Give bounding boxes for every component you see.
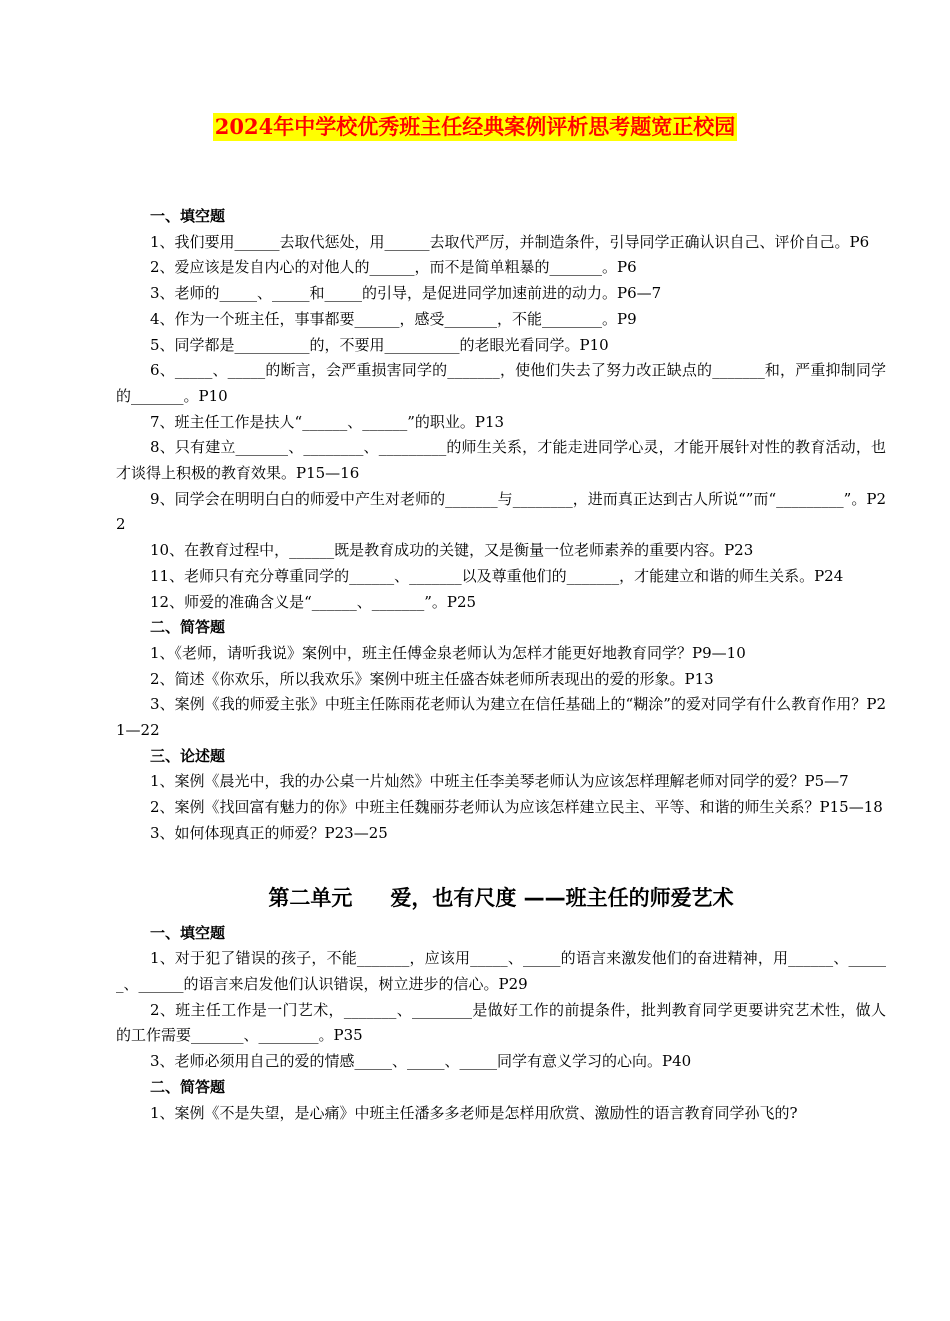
question-item: 7、班主任工作是扶人“______、______”的职业。P13	[150, 412, 505, 431]
question-item: 11、老师只有充分尊重同学的______、_______以及尊重他们的_______，才能建立和谐的师生关系。P24	[150, 566, 844, 585]
question-item: 2、案例《找回富有魅力的你》中班主任魏丽芬老师认为应该怎样建立民主、平等、和谐的师生关系？P15—18	[150, 798, 883, 817]
question-item: 9、同学会在明明白白的师爱中产生对老师的_______与________，进而真正达到古人所说“”而“_________”。P22	[116, 489, 886, 534]
question-item: 1、案例《晨光中，我的办公桌一片灿然》中班主任李美琴老师认为应该怎样理解老师对同学的爱？P5—7	[150, 772, 849, 791]
document-title: 2024年中学校优秀班主任经典案例评析思考题宽正校园	[214, 114, 736, 139]
question-item: 8、只有建立_______、________、_________的师生关系，才能走进同学心灵，才能开展针对性的教育活动，也才谈得上积极的教育效果。P15—16	[116, 438, 886, 483]
section-heading: 三、论述题	[150, 746, 226, 765]
question-item: 12、师爱的准确含义是“______、_______”。P25	[150, 592, 477, 611]
question-item: 3、案例《我的师爱主张》中班主任陈雨花老师认为建立在信任基础上的“糊涂”的爱对同学有什么教育作用？P21—22	[116, 695, 886, 740]
question-item: 4、作为一个班主任，事事都要______，感受_______，不能________。P9	[150, 309, 637, 328]
section-heading: 二、简答题	[150, 1077, 226, 1096]
question-item: 3、老师必须用自己的爱的情感_____、_____、_____同学有意义学习的心向。P40	[150, 1052, 692, 1071]
question-item: 1、案例《不是失望，是心痛》中班主任潘多多老师是怎样用欣赏、激励性的语言教育同学孙飞的?	[150, 1103, 798, 1122]
section-heading: 一、填空题	[150, 923, 226, 942]
document-body	[116, 204, 886, 1126]
section-heading: 一、填空题	[150, 207, 226, 225]
title-wrap	[0, 113, 950, 141]
question-item: 5、同学都是__________的，不要用__________的老眼光看同学。P10	[150, 335, 609, 354]
question-item: 2、爱应该是发自内心的对他人的______，而不是简单粗暴的_______。P6	[150, 258, 637, 277]
question-item: 2、班主任工作是一门艺术，_______、________是做好工作的前提条件，批判教育同学更要讲究艺术性，做人的工作需要_______、________。P35	[116, 1000, 886, 1045]
unit-heading	[116, 883, 886, 913]
question-item: 3、老师的_____、_____和_____的引导，是促进同学加速前进的动力。P6—7	[150, 284, 662, 303]
question-item: 6、_____、_____的断言，会严重损害同学的_______，使他们失去了努力改正缺点的_______和，严重抑制同学的_______。P10	[116, 361, 886, 405]
unit-label: 第二单元	[268, 885, 353, 910]
question-item: 3、如何体现真正的师爱？P23—25	[150, 823, 388, 842]
unit-subtitle: 爱，也有尺度 ——班主任的师爱艺术	[390, 885, 734, 910]
section-heading: 二、简答题	[150, 618, 226, 637]
question-item: 1、我们要用______去取代惩处，用______去取代严厉，并制造条件，引导同学正确认识自己、评价自己。P6	[150, 232, 870, 251]
question-item: 1、对于犯了错误的孩子，不能_______，应该用_____、_____的语言来激发他们的奋进精神，用______、______、______的语言来启发他们认识错误，树立进步的信心。P29	[116, 949, 886, 993]
question-item: 10、在教育过程中，______既是教育成功的关键，又是衡量一位老师素养的重要内容。P23	[150, 541, 754, 560]
question-item: 2、简述《你欢乐，所以我欢乐》案例中班主任盛杏妹老师所表现出的爱的形象。P13	[150, 669, 714, 688]
question-item: 1、《老师，请听我说》案例中，班主任傅金泉老师认为怎样才能更好地教育同学？P9—10	[150, 643, 746, 662]
